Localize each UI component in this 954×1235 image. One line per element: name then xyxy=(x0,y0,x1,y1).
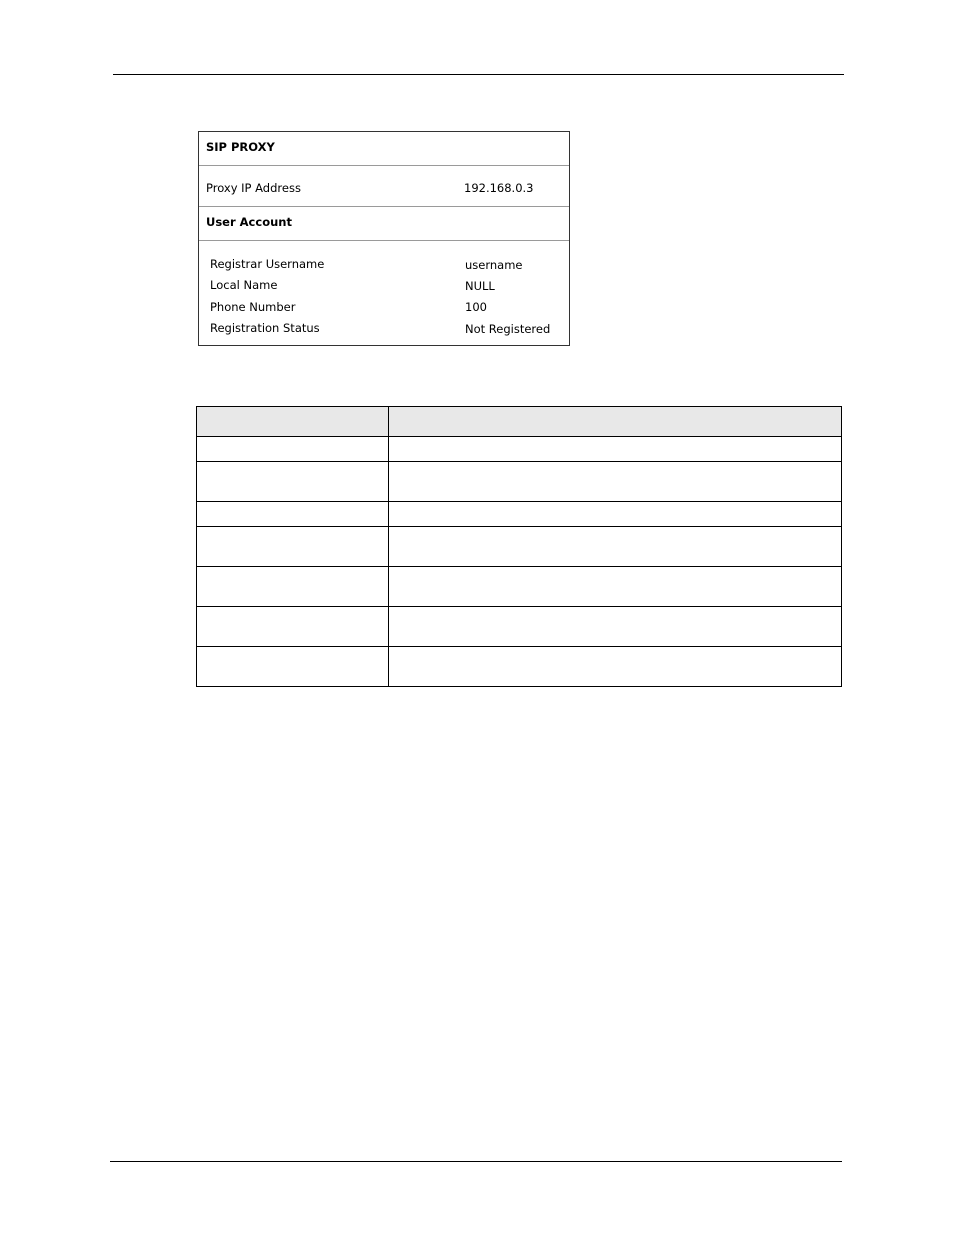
table-cell xyxy=(197,437,389,462)
footer-rule xyxy=(110,1161,842,1162)
label-column-header xyxy=(197,407,389,437)
phone-number-label: Phone Number xyxy=(210,300,296,314)
registration-status-label: Registration Status xyxy=(210,321,320,335)
table-row xyxy=(197,502,842,527)
table-cell xyxy=(197,607,389,647)
local-name-value: NULL xyxy=(465,279,495,293)
phone-number-value: 100 xyxy=(465,300,487,314)
table-row xyxy=(197,567,842,607)
header-rule xyxy=(113,74,844,75)
local-name-label: Local Name xyxy=(210,278,278,292)
table-cell xyxy=(389,607,842,647)
table-row xyxy=(197,647,842,687)
table-cell xyxy=(197,502,389,527)
table-cell xyxy=(389,647,842,687)
user-account-title: User Account xyxy=(206,215,292,229)
sip-proxy-panel xyxy=(198,131,570,346)
proxy-ip-label: Proxy IP Address xyxy=(206,181,301,195)
table-cell xyxy=(197,462,389,502)
table-cell xyxy=(389,527,842,567)
table-cell xyxy=(389,502,842,527)
table-row xyxy=(197,527,842,567)
description-column-header xyxy=(389,407,842,437)
table-cell xyxy=(389,462,842,502)
table-row xyxy=(197,607,842,647)
table-cell xyxy=(389,437,842,462)
table-row xyxy=(197,462,842,502)
divider xyxy=(199,165,569,166)
registration-status-value: Not Registered xyxy=(465,322,551,336)
proxy-ip-value: 192.168.0.3 xyxy=(464,181,534,195)
divider xyxy=(199,206,569,207)
registrar-username-label: Registrar Username xyxy=(210,257,325,271)
table-header-row xyxy=(197,407,842,437)
description-table xyxy=(196,406,842,687)
table-row xyxy=(197,437,842,462)
table-cell xyxy=(197,527,389,567)
table-cell xyxy=(197,647,389,687)
sip-proxy-title: SIP PROXY xyxy=(206,140,275,154)
registrar-username-value: username xyxy=(465,258,523,272)
table-cell xyxy=(197,567,389,607)
divider xyxy=(199,240,569,241)
table-cell xyxy=(389,567,842,607)
